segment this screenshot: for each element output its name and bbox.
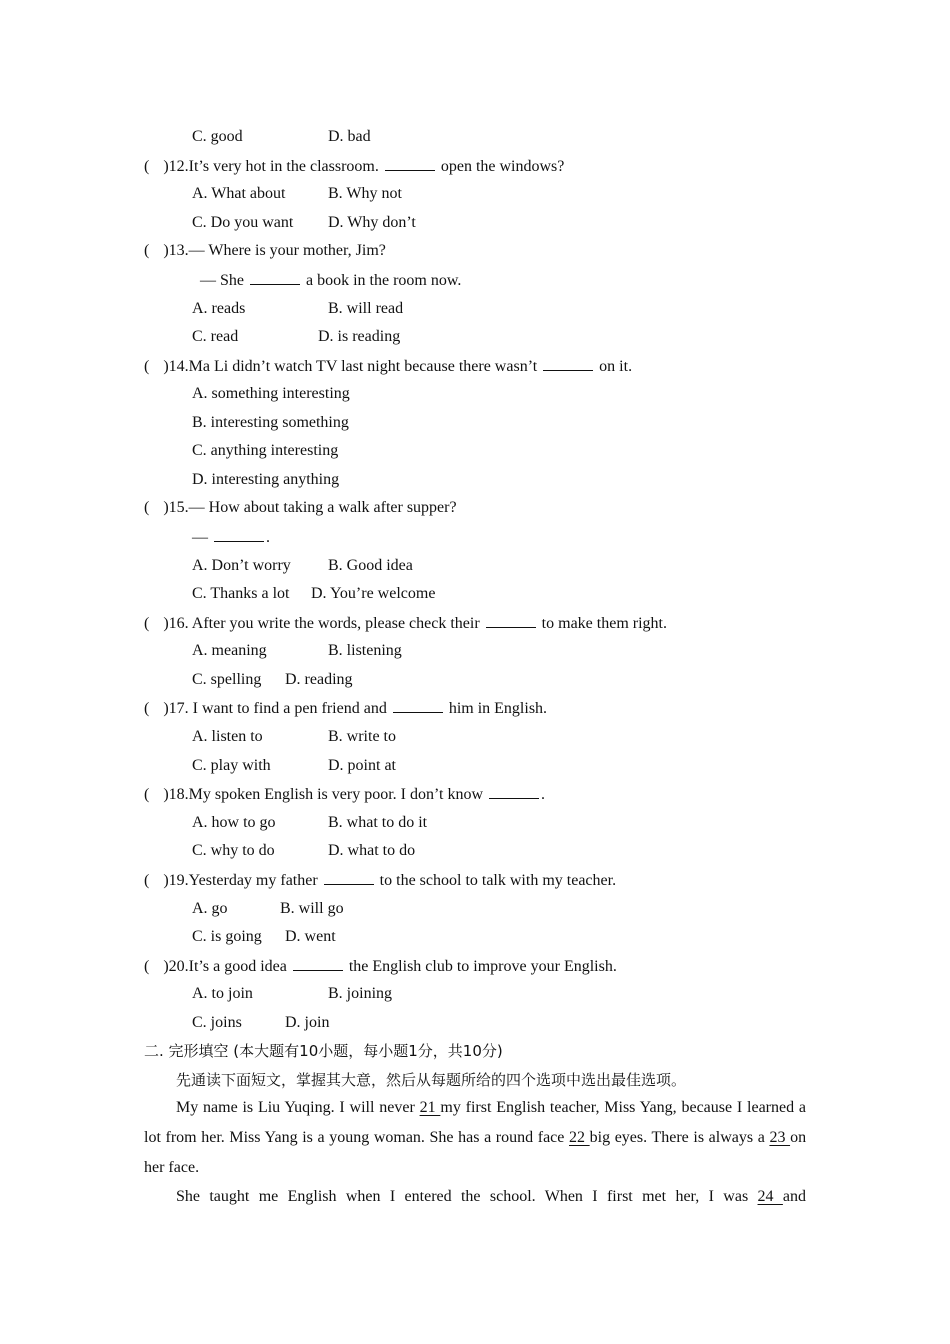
question-15-reply: — . [192,529,270,546]
q20-option-a: A. to join [192,985,253,1002]
answer-blank [393,698,443,713]
q12-option-b: B. Why not [328,185,402,202]
q18-option-c: C. why to do [192,842,275,859]
q13-option-a: A. reads [192,300,246,317]
passage-paragraph-1: My name is Liu Yuqing. I will never 21 my first English teacher, Miss Yang, because I learned a lot from her. Miss Yang is a young woman. She has a round face 22 big eyes. There is always a 23 on her face. [144,1099,807,1176]
q20-option-c: C. joins [192,1014,242,1031]
answer-blank [486,613,536,628]
q14-option-a: A. something interesting [192,385,350,402]
answer-blank [489,784,539,799]
q14-option-b: B. interesting something [192,414,349,431]
q15-option-b: B. Good idea [328,557,413,574]
answer-blank [385,156,435,171]
question-14: ( )14.Ma Li didn’t watch TV last night because there wasn’t on it. [144,358,633,375]
q14-option-c: C. anything interesting [192,442,339,459]
question-18: ( )18.My spoken English is very poor. I don’t know . [144,786,546,803]
q15-option-c: C. Thanks a lot [192,585,290,602]
q14-option-d: D. interesting anything [192,471,340,488]
answer-blank [214,527,264,542]
q19-option-d: D. went [285,928,336,945]
answer-blank [324,870,374,885]
q12-option-c: C. Do you want [192,214,294,231]
q13-option-c: C. read [192,328,239,345]
q16-option-d: D. reading [285,671,353,688]
q11-option-c: C. good [192,128,243,145]
q13-option-b: B. will read [328,300,404,317]
q17-option-c: C. play with [192,757,271,774]
q20-option-b: B. joining [328,985,393,1002]
answer-blank [293,956,343,971]
q19-option-c: C. is going [192,928,262,945]
q11-option-d: D. bad [328,128,371,145]
q16-option-c: C. spelling [192,671,262,688]
blank-24: 24 [757,1188,783,1205]
q12-option-a: A. What about [192,185,286,202]
q19-option-a: A. go [192,900,228,917]
passage-paragraph-2: She taught me English when I entered the school. When I first met her, I was 24 and [176,1188,806,1205]
question-17: ( )17. I want to find a pen friend and him in English. [144,700,548,717]
question-12: ( )12.It’s very hot in the classroom. open the windows? [144,158,565,175]
question-13: ( )13.— Where is your mother, Jim? [144,242,386,259]
blank-23: 23 [769,1129,791,1146]
q20-option-d: D. join [285,1014,330,1031]
q17-option-a: A. listen to [192,728,263,745]
section-2-title: 二. 完形填空 (本大题有10小题，每小题1分，共10分) [144,1042,503,1060]
q18-option-a: A. how to go [192,814,276,831]
q17-option-b: B. write to [328,728,396,745]
q13-option-d: D. is reading [318,328,401,345]
question-19: ( )19.Yesterday my father to the school to talk with my teacher. [144,872,617,889]
blank-22: 22 [569,1129,590,1146]
q15-option-d: D. You’re welcome [311,585,436,602]
q18-option-d: D. what to do [328,842,416,859]
question-16: ( )16. After you write the words, please check their to make them right. [144,615,667,632]
answer-blank [250,270,300,285]
q12-option-d: D. Why don’t [328,214,416,231]
q15-option-a: A. Don’t worry [192,557,291,574]
answer-blank [543,356,593,371]
q17-option-d: D. point at [328,757,396,774]
question-20: ( )20.It’s a good idea the English club to improve your English. [144,958,617,975]
q19-option-b: B. will go [280,900,344,917]
blank-21: 21 [419,1099,441,1116]
section-2-instruction: 先通读下面短文，掌握其大意，然后从每题所给的四个选项中选出最佳选项。 [176,1071,687,1089]
q16-option-a: A. meaning [192,642,267,659]
question-15: ( )15.— How about taking a walk after supper? [144,499,457,516]
q16-option-b: B. listening [328,642,402,659]
q18-option-b: B. what to do it [328,814,428,831]
question-13-reply: — She a book in the room now. [200,272,462,289]
